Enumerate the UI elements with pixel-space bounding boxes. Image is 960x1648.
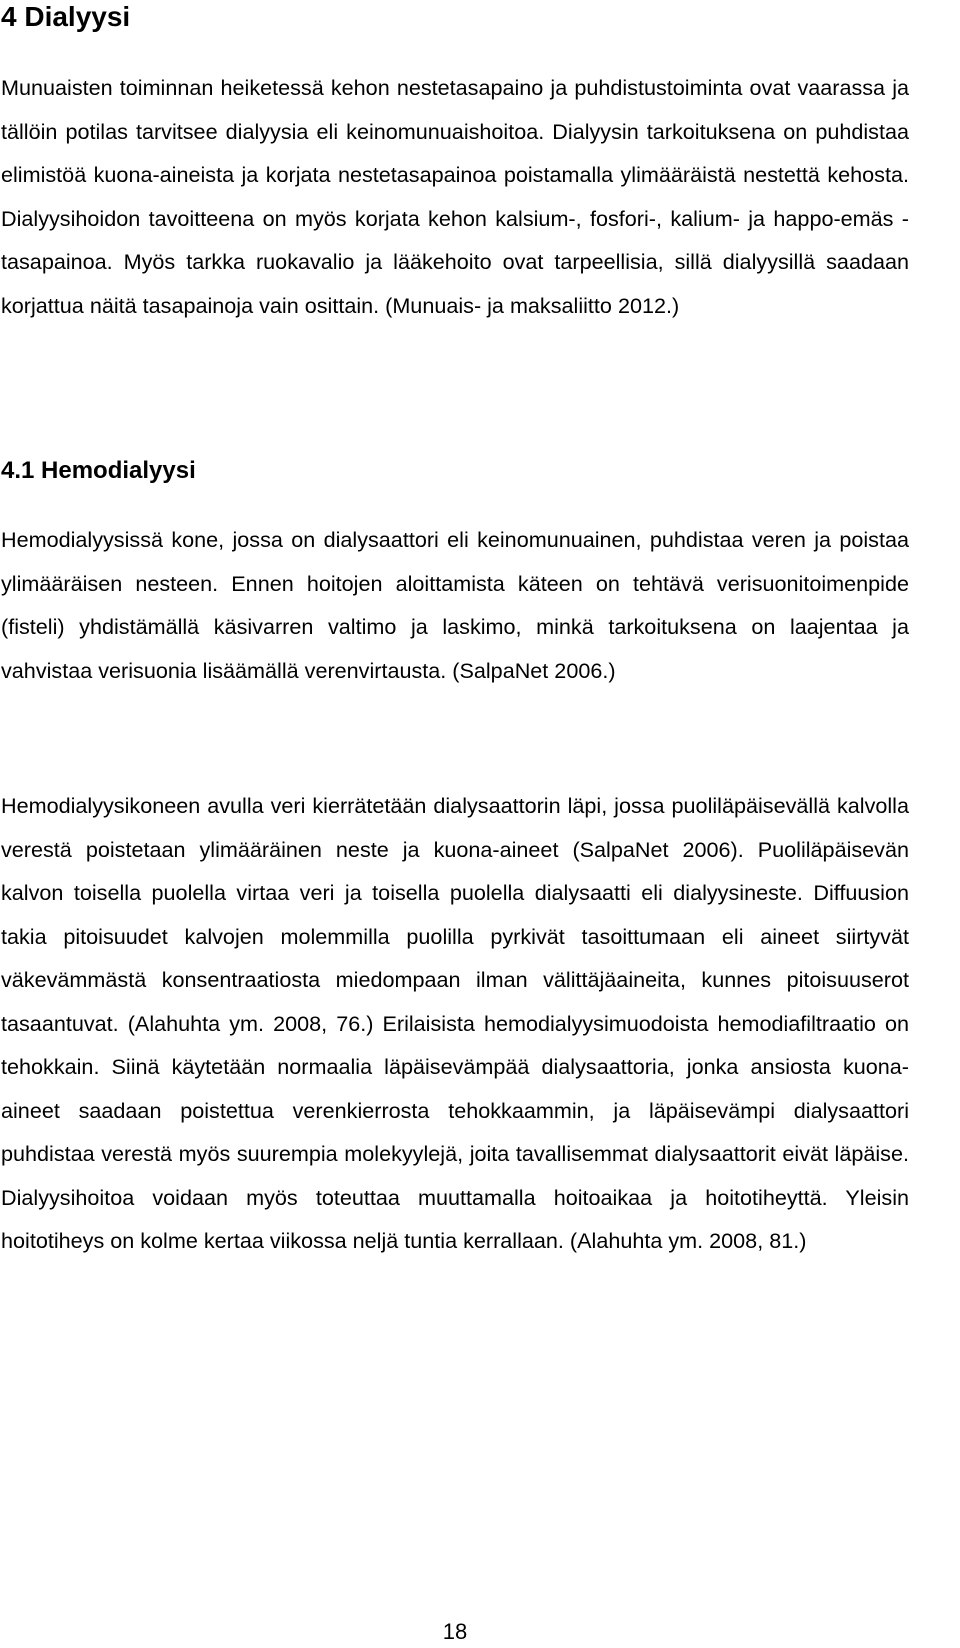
section-paragraph-2: Hemodialyysikoneen avulla veri kierrätetään dialysaattorin läpi, jossa puoliläpäisevällä kalvolla verestä poistetaan ylimääräinen neste ja kuona-aineet (SalpaNet 2006). Puoliläpäisevän kalvon toisella puolella virtaa veri ja toisella puolella dialysaatti eli dialyysineste. Diffuusion takia pitoisuudet kalvojen molemmilla puolilla pyrkivät tasoittumaan eli aineet siirtyvät väkevämmästä konsentraatiosta miedompaan ilman välittäjäaineita, kunnes pitoisuuserot tasaantuvat. (Alahuhta ym. 2008, 76.) Erilaisista hemodialyysimuodoista hemodiafiltraatio on tehokkain. Siinä käytetään normaalia läpäisevämpää dialysaattoria, jonka ansiosta kuona-aineet saadaan poistettua verenkierrosta tehokkaammin, ja läpäisevämpi dialysaattori puhdistaa verestä myös suurempia molekyylejä, joita tavallisemmat dialysaattorit eivät läpäise. Dialyysihoitoa voidaan myös toteuttaa muuttamalla hoitoaikaa ja hoitotiheyttä. Yleisin hoitotiheys on kolme kertaa viikossa neljä tuntia kerrallaan. (Alahuhta ym. 2008, 81.) — [1, 793, 909, 1253]
section-paragraph-1: Hemodialyysissä kone, jossa on dialysaattori eli keinomunuainen, puhdistaa veren ja poistaa ylimääräisen nesteen. Ennen hoitojen aloittamista käteen on tehtävä verisuonitoimenpide (fisteli) yhdistämällä käsivarren valtimo ja laskimo, minkä tarkoituksena on laajentaa ja vahvistaa verisuonia lisäämällä verenvirtausta. (SalpaNet 2006.) — [1, 527, 909, 683]
page-number: 18 — [442, 1619, 468, 1644]
chapter-heading: 4 Dialyysi — [1, 1, 131, 32]
chapter-intro-paragraph: Munuaisten toiminnan heiketessä kehon nestetasapaino ja puhdistustoiminta ovat vaarassa ja tällöin potilas tarvitsee dialyysia eli keinomunuaishoitoa. Dialyysin tarkoituksena on puhdistaa elimistöä kuona-aineista ja korjata nestetasapainoa poistamalla ylimääräistä nestettä kehosta. Dialyysihoidon tavoitteena on myös korjata kehon kalsium-, fosfori-, kalium- ja happo-emäs -tasapainoa. Myös tarkka ruokavalio ja lääkehoito ovat tarpeellisia, sillä dialyysillä saadaan korjattua näitä tasapainoja vain osittain. (Munuais- ja maksaliitto 2012.) — [1, 75, 909, 318]
section-heading: 4.1 Hemodialyysi — [1, 457, 196, 484]
